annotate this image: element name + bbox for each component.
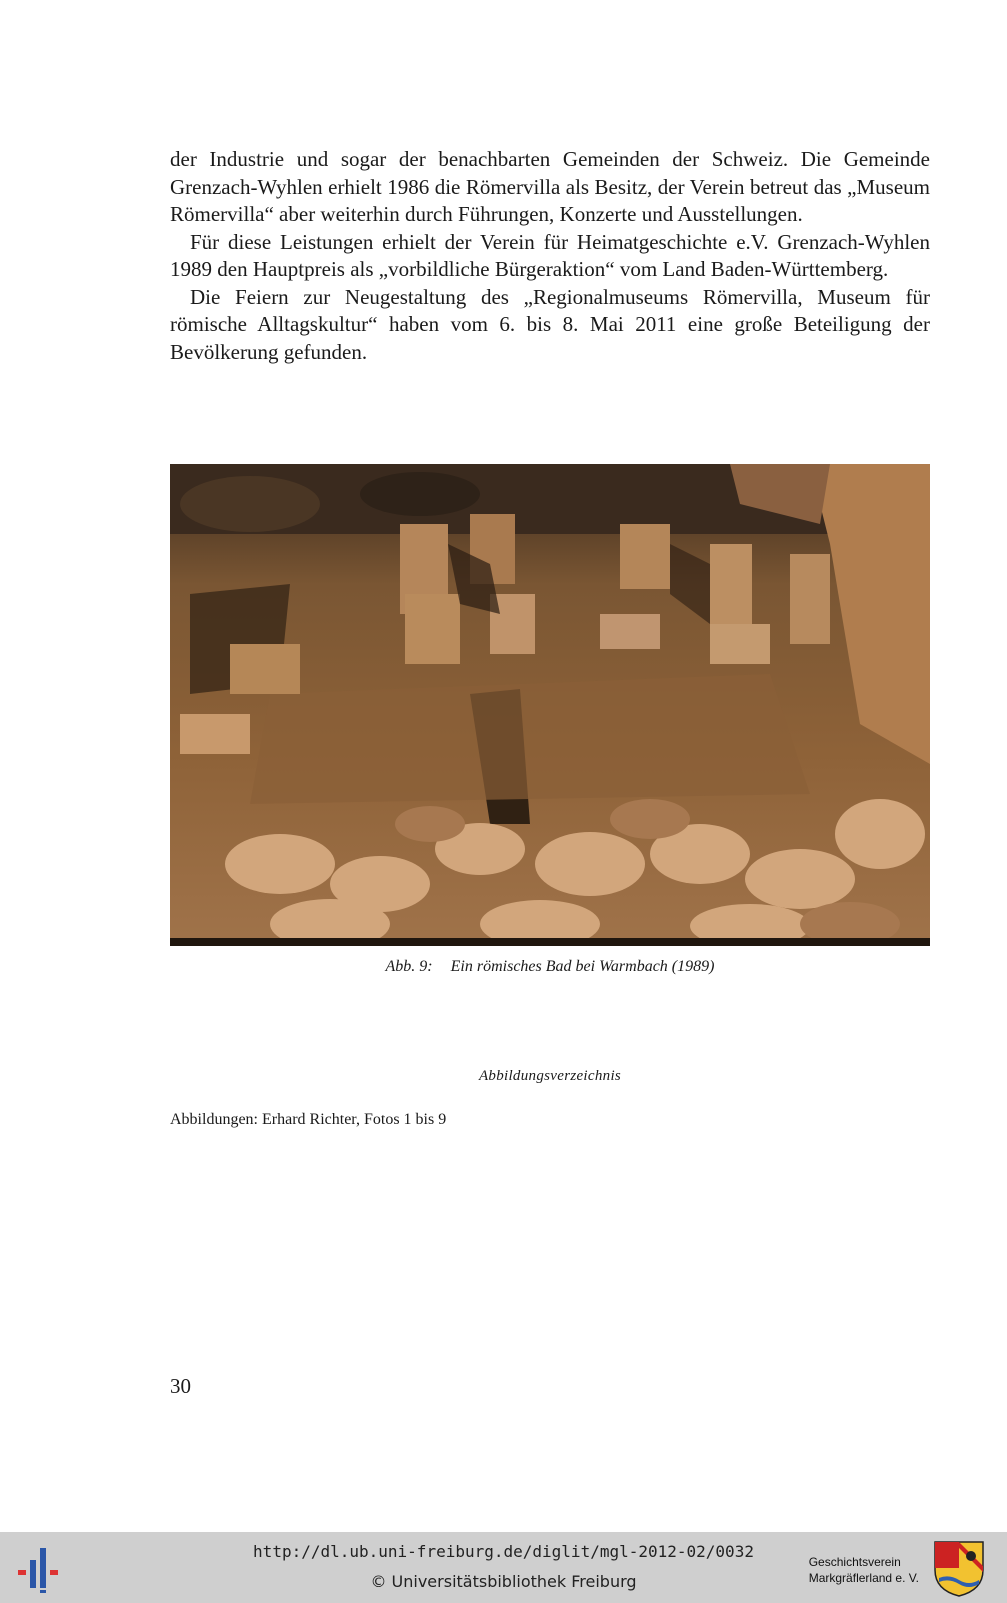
society-name [809,1554,919,1586]
society-line-2: Markgräflerland e. V. [808,1571,919,1585]
paragraph-1: der Industrie und sogar der benachbarten Gemeinden der Schweiz. Die Gemeinde Grenzach-Wyhlen erhielt 1986 die Römervilla als Besitz, der Verein betreut das „Museum Römervilla“ aber weiterhin durch Führungen, Konzerte und Ausstellungen. [170,147,930,226]
caption-number: Abb. 9: [385,958,433,975]
society-line-1: Geschichtsverein [808,1555,901,1569]
index-heading: Abbildungsverzeichnis [478,1068,622,1084]
paragraph-2: Für diese Leistungen erhielt der Verein für Heimatgeschichte e.V. Grenzach-Wyhlen 1989 den Hauptpreis als „vorbildliche Bürgeraktion“ vom Land Baden-Württemberg. [170,229,930,281]
figure-caption [170,958,930,976]
document-url-link[interactable]: http://dl.ub.uni-freiburg.de/diglit/mgl-2012-02/0032 [253,1542,754,1561]
excavation-photo [170,464,930,946]
copyright-text: © Universitätsbibliothek Freiburg [370,1572,637,1591]
page-number: 30 [170,1374,191,1398]
paragraph-3: Die Feiern zur Neugestaltung des „Regionalmuseums Römervilla, Museum für römische Alltagskultur“ haben vom 6. bis 8. Mai 2011 eine große Beteiligung der Bevölkerung gefunden. [170,284,930,364]
footer-bar [0,1532,1007,1603]
coat-of-arms-icon [931,1538,987,1598]
caption-text: Ein römisches Bad bei Warmbach (1989) [450,958,715,975]
body-text [170,146,930,366]
image-credits: Abbildungen: Erhard Richter, Fotos 1 bis 9 [170,1111,447,1128]
